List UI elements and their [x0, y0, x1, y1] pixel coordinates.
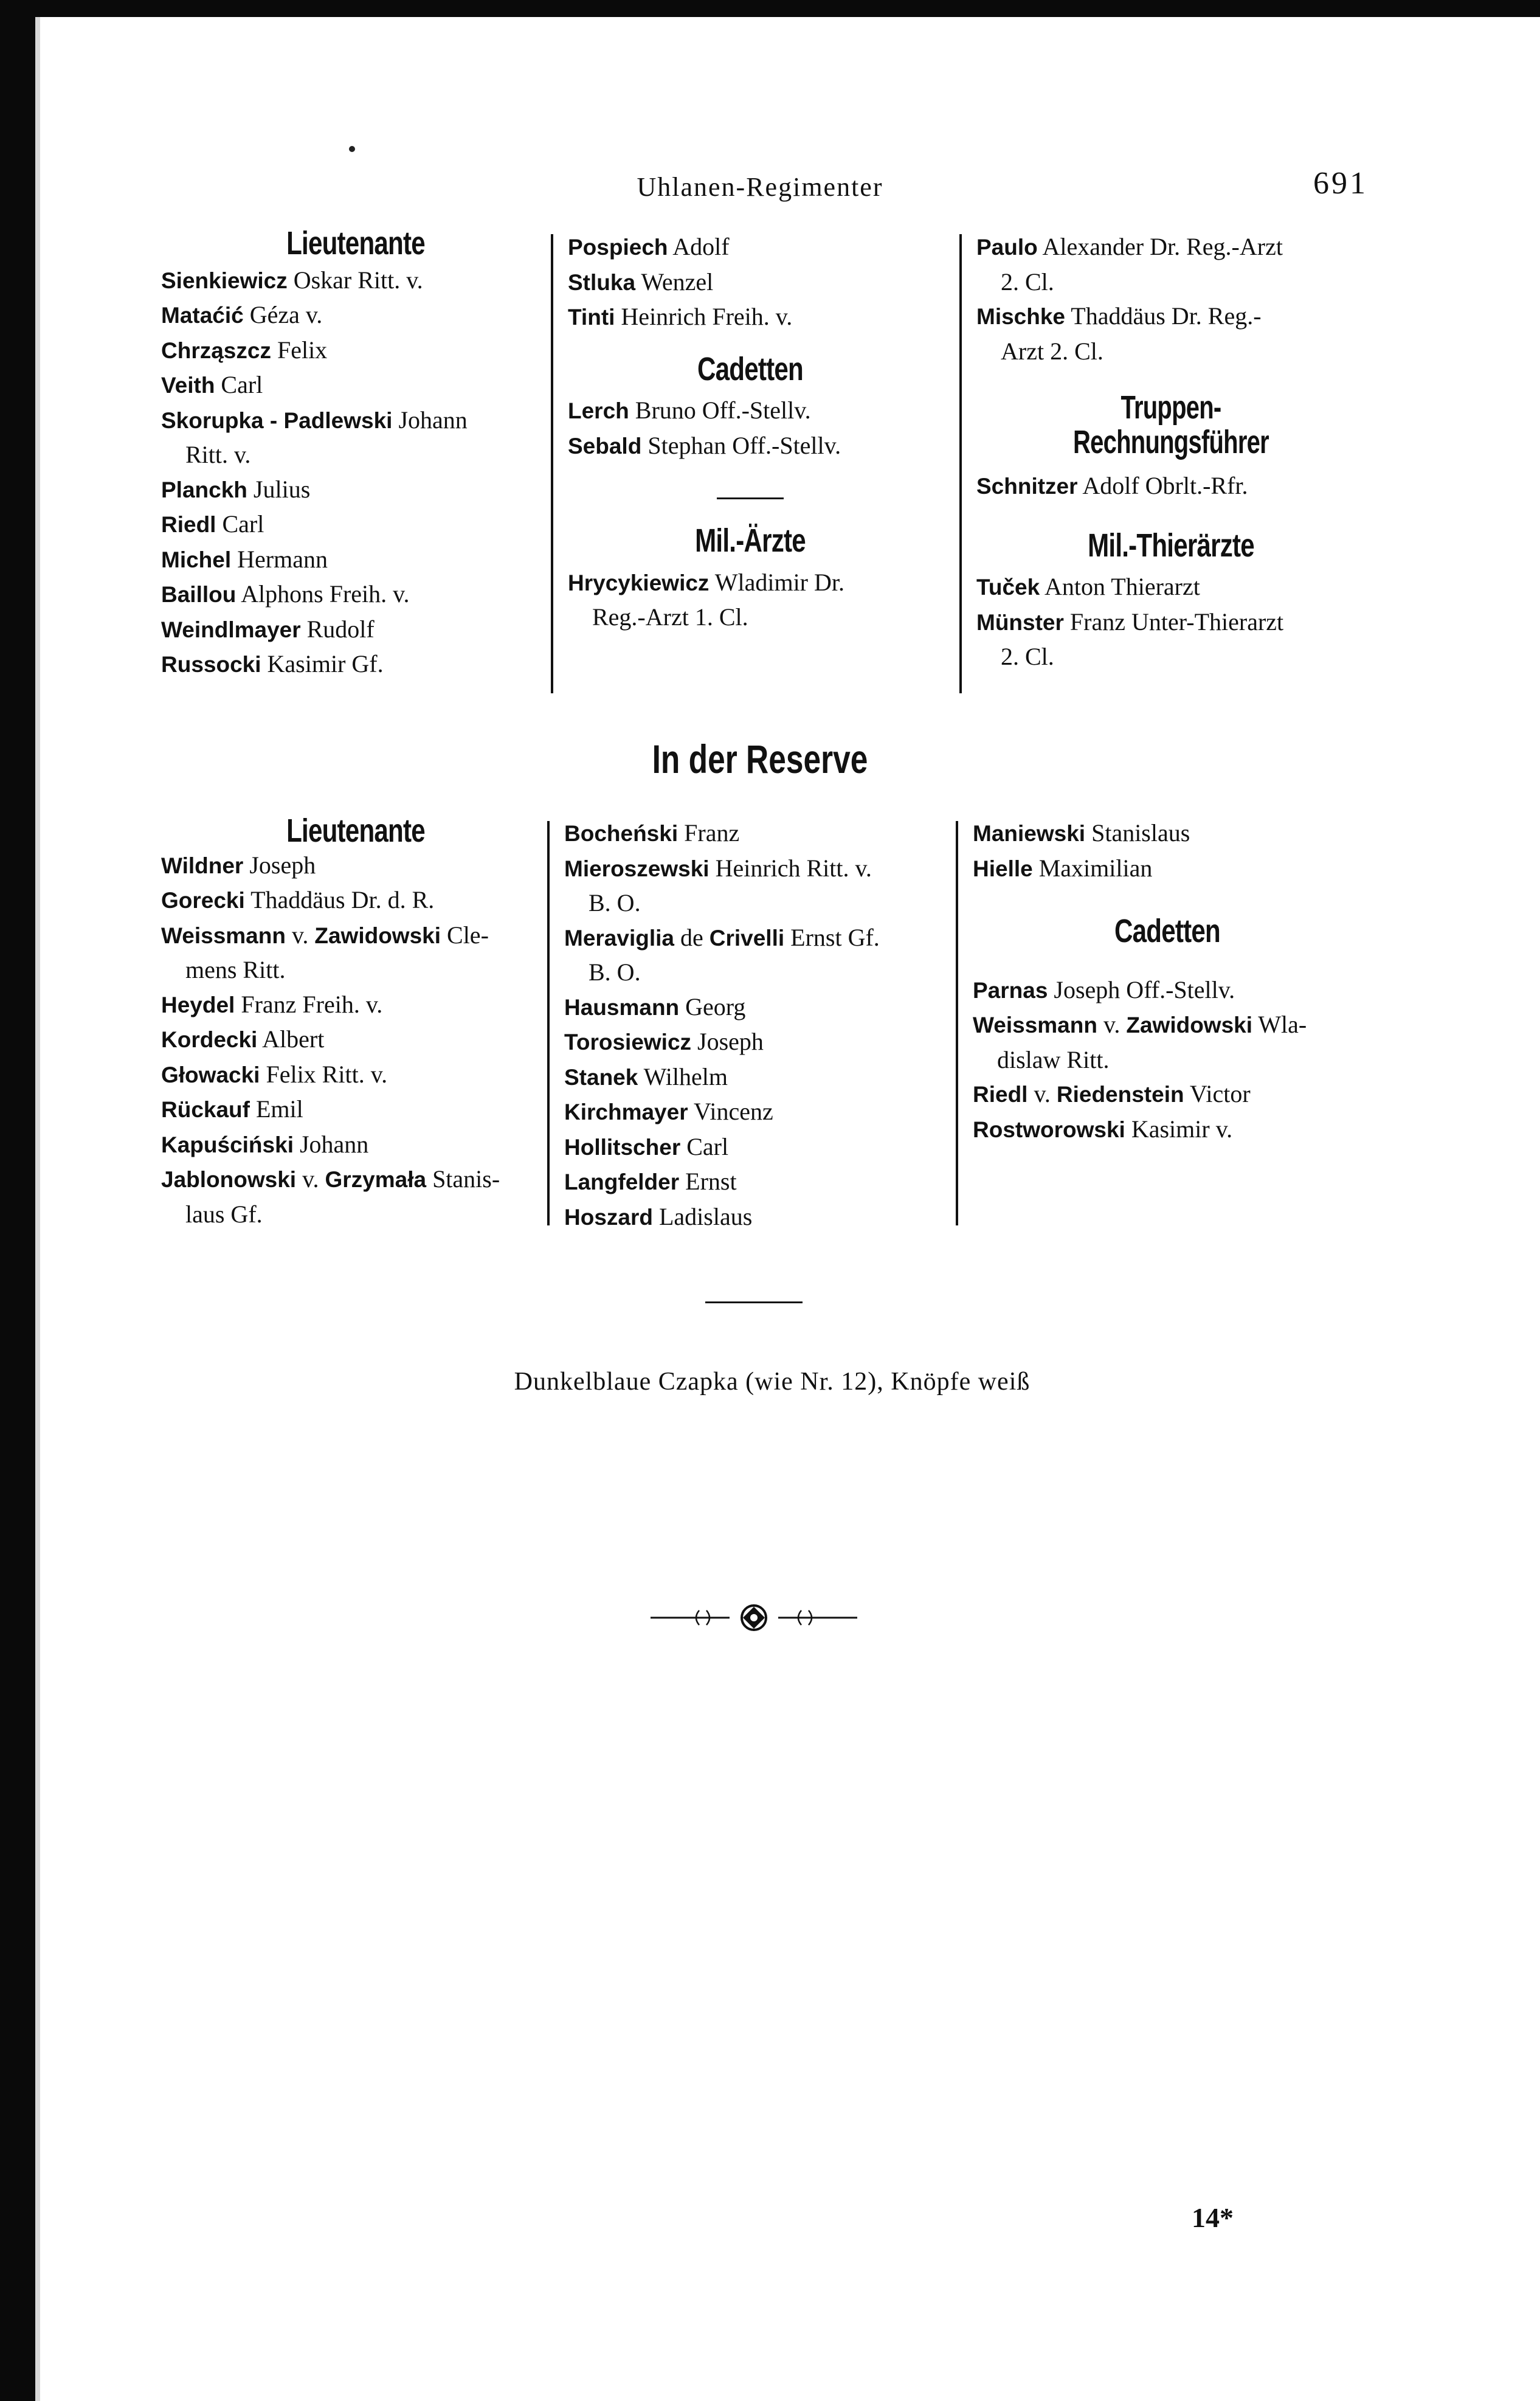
entry-text: de — [674, 923, 710, 951]
entry-list — [568, 230, 933, 335]
entry-text: Adolf — [668, 233, 730, 260]
name-entry — [976, 605, 1366, 640]
name-entry — [568, 429, 933, 464]
name-entry — [564, 1165, 953, 1200]
name-entry — [161, 1162, 550, 1197]
name-entry — [161, 848, 550, 884]
name-entry — [568, 265, 933, 300]
entry-continuation: Arzt 2. Cl. — [1001, 337, 1103, 365]
surname: Paulo — [976, 235, 1038, 260]
entry-continuation: Reg.-Arzt 1. Cl. — [592, 603, 748, 631]
name-entry — [161, 1022, 550, 1058]
name-entry — [161, 333, 550, 369]
name-entry — [161, 473, 550, 508]
entry-text: Victor — [1184, 1080, 1251, 1107]
surname: Kapuściński — [161, 1132, 294, 1157]
surname: Zawidowski — [1126, 1013, 1253, 1038]
name-entry — [161, 883, 550, 918]
surname: Tuček — [976, 575, 1040, 600]
surname: Weissmann — [973, 1013, 1097, 1038]
section-divider — [717, 497, 784, 499]
entry-text: Franz — [678, 819, 740, 847]
surname: Riedenstein — [1056, 1082, 1184, 1107]
entry-text: Wladimir Dr. — [709, 568, 844, 596]
entry-text: Maximilian — [1032, 854, 1153, 882]
surname: Lerch — [568, 398, 629, 423]
surname: Chrząszcz — [161, 338, 271, 363]
entry-list — [564, 816, 953, 1235]
name-entry — [973, 1112, 1362, 1148]
name-entry — [976, 299, 1366, 334]
surname: Zawidowski — [314, 923, 441, 948]
name-entry — [973, 973, 1362, 1008]
surname: Hrycykiewicz — [568, 570, 710, 595]
signature-mark: 14* — [1192, 2202, 1234, 2233]
column-rule — [956, 821, 958, 1225]
surname: Sienkiewicz — [161, 268, 288, 293]
name-entry — [161, 1058, 550, 1093]
surname: Jablonowski — [161, 1167, 297, 1192]
entry-text: Carl — [216, 510, 264, 538]
page-number: 691 — [1313, 166, 1368, 201]
name-entry — [161, 612, 550, 648]
surname: Hausmann — [564, 994, 680, 1020]
footer-rule — [705, 1301, 803, 1303]
name-entry — [976, 570, 1366, 605]
footnote: Dunkelblaue Czapka (wie Nr. 12), Knöpfe weiß — [514, 1368, 1031, 1396]
surname: Mieroszewski — [564, 856, 710, 881]
surname: Hoszard — [564, 1204, 653, 1230]
entry-text: Alphons Freih. v. — [236, 580, 410, 608]
reserve-column-1 — [161, 814, 550, 1232]
entry-continuation: dislaw Ritt. — [997, 1045, 1110, 1073]
entry-text: Joseph Off.-Stellv. — [1048, 975, 1235, 1003]
active-column-1 — [161, 226, 550, 682]
surname: Stanek — [564, 1064, 638, 1090]
surname: Russocki — [161, 652, 261, 677]
surname: Grzymała — [325, 1167, 427, 1192]
name-entry — [568, 300, 933, 335]
name-entry — [564, 816, 953, 851]
name-entry — [161, 1092, 550, 1128]
entry-continuation: laus Gf. — [185, 1200, 263, 1228]
entry-text: Johann — [392, 406, 468, 434]
name-entry — [973, 851, 1362, 887]
entry-text: Carl — [215, 371, 263, 398]
surname: Riedl — [161, 512, 216, 537]
surname: Hollitscher — [564, 1134, 681, 1160]
surname: Planckh — [161, 477, 247, 502]
name-entry — [161, 577, 550, 612]
entry-list — [161, 263, 550, 682]
entry-text: v. — [296, 1165, 325, 1193]
surname: Weissmann — [161, 923, 286, 948]
entry-text: Hermann — [231, 545, 328, 573]
name-entry — [161, 263, 550, 299]
name-entry — [161, 988, 550, 1023]
entry-text: Wla- — [1252, 1011, 1307, 1038]
entry-text: Alexander Dr. Reg.-Arzt — [1037, 233, 1283, 260]
name-entry — [564, 1060, 953, 1095]
entry-text: Adolf Obrlt.-Rfr. — [1077, 472, 1248, 499]
entry-text: Stephan Off.-Stellv. — [641, 431, 841, 459]
entry-text: Georg — [679, 993, 746, 1020]
scan-top-border — [0, 0, 1540, 17]
surname: Hielle — [973, 856, 1033, 881]
surname: Kordecki — [161, 1027, 258, 1052]
surname: Parnas — [973, 977, 1048, 1003]
surname: Torosiewicz — [564, 1030, 692, 1055]
section-heading: Mil.-Thierärzte — [1088, 527, 1254, 564]
entry-text: Kasimir v. — [1125, 1115, 1233, 1143]
ornament-icon — [651, 1599, 857, 1636]
entry-text: v. — [1097, 1011, 1127, 1038]
surname: Michel — [161, 547, 232, 572]
name-entry — [976, 230, 1366, 265]
entry-list — [568, 393, 933, 463]
entry-text: v. — [1027, 1080, 1057, 1107]
surname: Veith — [161, 373, 215, 398]
surname: Tinti — [568, 305, 615, 330]
name-entry — [161, 507, 550, 542]
entry-list — [161, 848, 550, 1232]
entry-text: Ernst Gf. — [784, 923, 880, 951]
entry-continuation: 2. Cl. — [1001, 643, 1054, 670]
name-entry — [973, 1008, 1362, 1043]
running-head: Uhlanen-Regimenter — [637, 172, 883, 202]
surname: Rückauf — [161, 1097, 250, 1122]
entry-text: Emil — [249, 1095, 303, 1123]
entry-text: Felix Ritt. v. — [260, 1060, 388, 1088]
name-entry — [973, 816, 1362, 851]
name-entry — [161, 1128, 550, 1163]
entry-text: Kasimir Gf. — [261, 650, 384, 677]
entry-list — [568, 566, 933, 635]
surname: Weindlmayer — [161, 617, 301, 642]
section-heading: Lieutenante — [286, 812, 425, 849]
entry-text: Anton Thierarzt — [1040, 573, 1200, 600]
surname: Langfelder — [564, 1169, 680, 1194]
ink-dot — [349, 146, 355, 152]
name-entry — [564, 1025, 953, 1060]
name-entry — [161, 368, 550, 403]
surname: Skorupka - Padlewski — [161, 407, 393, 433]
surname: Bocheński — [564, 821, 678, 846]
surname: Wildner — [161, 853, 244, 878]
surname: Crivelli — [709, 925, 785, 951]
entry-text: Albert — [257, 1025, 325, 1053]
entry-continuation: 2. Cl. — [1001, 268, 1054, 296]
active-column-2 — [568, 230, 933, 635]
name-entry — [976, 469, 1366, 504]
name-entry — [568, 230, 933, 265]
column-rule — [547, 821, 550, 1225]
reserve-column-3 — [973, 816, 1362, 1147]
entry-text: Carl — [680, 1132, 729, 1160]
name-entry — [568, 566, 933, 601]
name-entry — [161, 918, 550, 954]
entry-text: Bruno Off.-Stellv. — [629, 397, 811, 424]
entry-text: Géza v. — [243, 301, 323, 328]
surname: Meraviglia — [564, 925, 674, 951]
entry-text: Heinrich Ritt. v. — [709, 854, 872, 882]
entry-text: Franz Freih. v. — [235, 990, 383, 1018]
entry-continuation: B. O. — [589, 889, 641, 916]
entry-text: Joseph — [691, 1028, 764, 1055]
entry-text: Heinrich Freih. v. — [615, 303, 793, 330]
entry-text: Oskar Ritt. v. — [287, 266, 423, 294]
name-entry — [161, 542, 550, 578]
entry-continuation: B. O. — [589, 958, 641, 986]
active-column-3 — [976, 230, 1366, 674]
entry-text: Thaddäus Dr. d. R. — [244, 886, 435, 913]
name-entry — [564, 921, 953, 956]
entry-continuation: Ritt. v. — [185, 441, 251, 468]
entry-text: Stanislaus — [1085, 819, 1190, 847]
entry-text: Rudolf — [300, 615, 375, 643]
entry-text: Stanis- — [426, 1165, 500, 1193]
entry-text: Wenzel — [635, 268, 714, 296]
entry-list — [976, 570, 1366, 674]
name-entry — [564, 851, 953, 887]
surname: Heydel — [161, 992, 235, 1017]
section-heading: Cadetten — [697, 350, 803, 387]
name-entry — [161, 647, 550, 682]
surname: Baillou — [161, 582, 237, 607]
name-entry — [568, 393, 933, 429]
name-entry — [564, 1200, 953, 1235]
surname: Mataćić — [161, 303, 244, 328]
name-entry — [564, 1130, 953, 1165]
surname: Rostworowski — [973, 1117, 1125, 1142]
surname: Stluka — [568, 269, 636, 295]
section-heading: Truppen-Rechnungsführer — [1073, 389, 1269, 460]
surname: Maniewski — [973, 821, 1086, 846]
surname: Mischke — [976, 304, 1066, 329]
scan-left-shadow — [35, 17, 40, 2401]
reserve-column-2 — [564, 816, 953, 1235]
entry-text: Wilhelm — [638, 1062, 728, 1090]
section-heading: Lieutenante — [286, 225, 425, 262]
name-entry — [564, 990, 953, 1025]
section-heading: Cadetten — [1114, 913, 1220, 949]
surname: Münster — [976, 609, 1064, 635]
reserve-title: In der Reserve — [652, 736, 868, 781]
surname: Głowacki — [161, 1062, 260, 1087]
surname: Pospiech — [568, 235, 668, 260]
entry-text: Thaddäus Dr. Reg.- — [1065, 302, 1262, 330]
surname: Sebald — [568, 433, 642, 459]
scan-left-border — [0, 0, 35, 2401]
name-entry — [161, 298, 550, 333]
name-entry — [564, 1095, 953, 1130]
name-entry — [161, 403, 550, 438]
entry-text: Johann — [293, 1130, 369, 1158]
name-entry — [973, 1077, 1362, 1112]
entry-continuation: mens Ritt. — [185, 956, 286, 983]
entry-list — [973, 816, 1362, 886]
entry-text: Franz Unter-Thierarzt — [1063, 608, 1284, 636]
entry-text: Julius — [247, 475, 311, 503]
entry-text: Ernst — [679, 1168, 737, 1195]
entry-text: v. — [285, 921, 315, 949]
entry-list — [973, 973, 1362, 1148]
surname: Schnitzer — [976, 474, 1078, 499]
entry-text: Ladislaus — [652, 1202, 753, 1230]
entry-text: Cle- — [441, 921, 489, 949]
surname: Gorecki — [161, 888, 245, 913]
column-rule — [959, 234, 962, 693]
entry-text: Joseph — [243, 851, 316, 879]
entry-list — [976, 230, 1366, 369]
column-rule — [551, 234, 553, 693]
surname: Kirchmayer — [564, 1100, 688, 1124]
entry-text: Felix — [271, 336, 328, 364]
entry-list — [976, 469, 1366, 504]
surname: Riedl — [973, 1082, 1028, 1107]
entry-text: Vincenz — [688, 1098, 773, 1125]
section-heading: Mil.-Ärzte — [695, 522, 806, 559]
